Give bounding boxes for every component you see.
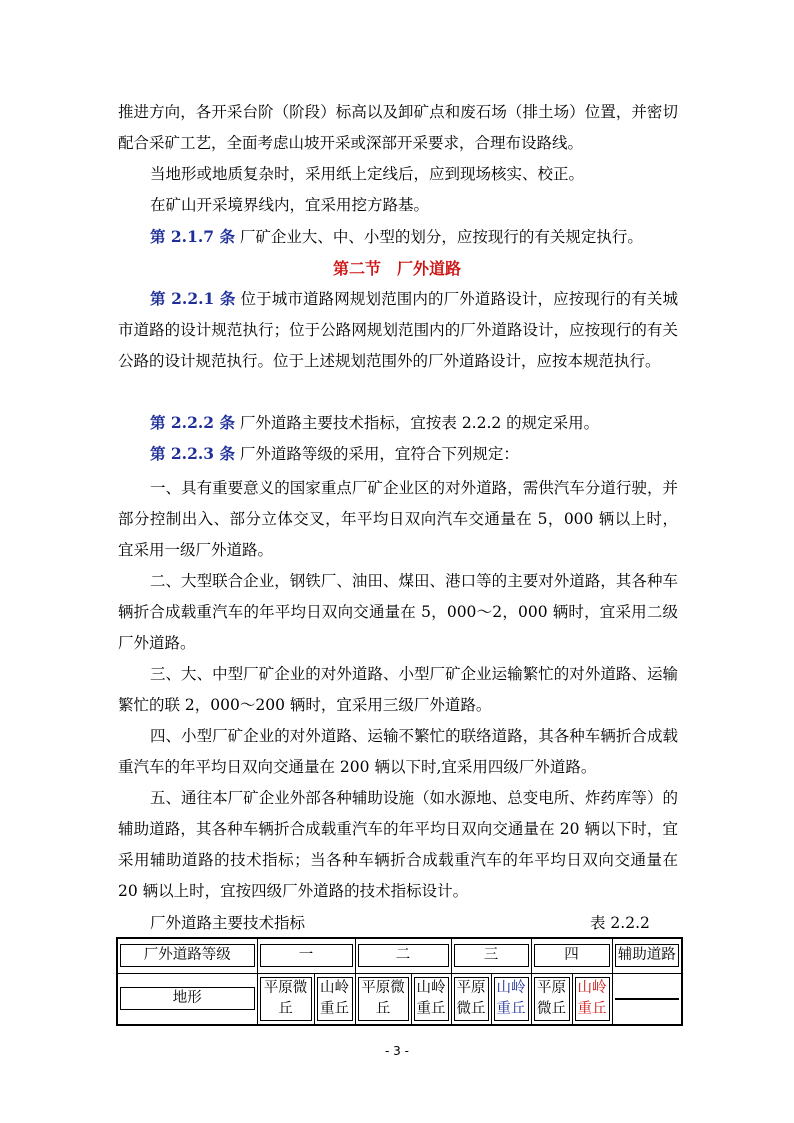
- table-cell-grade-4: 四: [531, 938, 612, 973]
- article-text: 厂外道路等级的采用，宜符合下列规定：: [239, 445, 519, 463]
- section-title: 第二节 厂外道路: [332, 259, 461, 278]
- article-2-2-3: [118, 438, 678, 470]
- list-item-grade-2: 二、大型联合企业，钢铁厂、油田、煤田、港口等的主要对外道路，其各种车辆折合成载重汽车的年平均日双向交通量在 5，000～2，000 辆时，宜采用二级厂外道路。: [118, 572, 678, 652]
- table-cell-terrain: 平原微丘: [531, 973, 572, 1025]
- table-terrain-row: [117, 973, 682, 1025]
- paragraph-complex-terrain: 当地形或地质复杂时，采用纸上定线后，应到现场核实、校正。: [150, 165, 585, 183]
- table-number: 表 2.2.2: [590, 914, 650, 932]
- article-2-2-1: [118, 283, 678, 377]
- table-cell-terrain: 山岭重丘: [491, 973, 531, 1025]
- table-cell-terrain-label: 地形: [117, 973, 257, 1025]
- paragraph-cut-subgrade: 在矿山开采境界线内，宜采用挖方路基。: [150, 196, 430, 214]
- article-label: 第 2.1.7 条: [150, 227, 235, 246]
- table-cell-terrain: [612, 973, 682, 1025]
- technical-indicators-table: [116, 937, 683, 1026]
- table-cell-terrain: 平原微丘: [257, 973, 314, 1025]
- table-cell-grade-3: 三: [451, 938, 531, 973]
- table-cell-terrain: 平原微丘: [451, 973, 491, 1025]
- list-item-grade-4: 四、小型厂矿企业的对外道路、运输不繁忙的联络道路，其各种车辆折合成载重汽车的年平均日双向交通量在 200 辆以下时,宜采用四级厂外道路。: [118, 727, 678, 776]
- table-header-row: [117, 938, 682, 973]
- table-cell-terrain: 山岭重丘: [572, 973, 612, 1025]
- table-cell-terrain: 山岭重丘: [314, 973, 355, 1025]
- article-label: 第 2.2.1 条: [150, 289, 236, 308]
- table-cell-terrain: 平原微丘: [355, 973, 411, 1025]
- article-label: 第 2.2.2 条: [150, 413, 235, 432]
- table-cell-grade-label: 厂外道路等级: [117, 938, 257, 973]
- table-cell-grade-1: 一: [257, 938, 355, 973]
- article-label: 第 2.2.3 条: [150, 444, 235, 463]
- table-cell-terrain: 山岭重丘: [411, 973, 451, 1025]
- list-item-auxiliary: 五、通往本厂矿企业外部各种辅助设施（如水源地、总变电所、炸药库等）的辅助道路，其各种车辆折合成载重汽车的年平均日双向交通量在 20 辆以下时，宜采用辅助道路的技术指标；当各种车辆折合成载重汽车的年平均日双向交通量在 20 辆以上时，宜按四级厂外道路的技术指标设计。: [118, 789, 678, 900]
- list-item-grade-1: 一、具有重要意义的国家重点厂矿企业区的对外道路，需供汽车分道行驶，并部分控制出入、部分立体交叉，年平均日双向汽车交通量在 5，000 辆以上时，宜采用一级厂外道路。: [118, 479, 678, 559]
- article-text: 厂外道路主要技术指标，宜按表 2.2.2 的规定采用。: [239, 414, 600, 432]
- article-2-2-2: [118, 407, 678, 439]
- table-cell-grade-2: 二: [355, 938, 451, 973]
- article-text: 厂矿企业大、中、小型的划分，应按现行的有关规定执行。: [239, 228, 643, 246]
- article-2-1-7: [118, 221, 678, 253]
- paragraph-route-direction: 推进方向，各开采台阶（阶段）标高以及卸矿点和废石场（排土场）位置，并密切配合采矿工艺，全面考虑山坡开采或深部开采要求，合理布设路线。: [118, 103, 678, 152]
- list-item-grade-3: 三、大、中型厂矿企业的对外道路、小型厂矿企业运输繁忙的对外道路、运输繁忙的联 2，000～200 辆时，宜采用三级厂外道路。: [118, 665, 678, 714]
- page-number: - 3 -: [385, 1044, 409, 1058]
- table-cell-auxiliary: 辅助道路: [612, 938, 682, 973]
- table-caption: 厂外道路主要技术指标: [150, 914, 306, 932]
- article-text: 位于城市道路网规划范围内的厂外道路设计，应按现行的有关城市道路的设计规范执行；位于公路网规划范围内的厂外道路设计，应按现行的有关公路的设计规范执行。位于上述规划范围外的厂外道路设计，应按本规范执行。: [118, 290, 678, 370]
